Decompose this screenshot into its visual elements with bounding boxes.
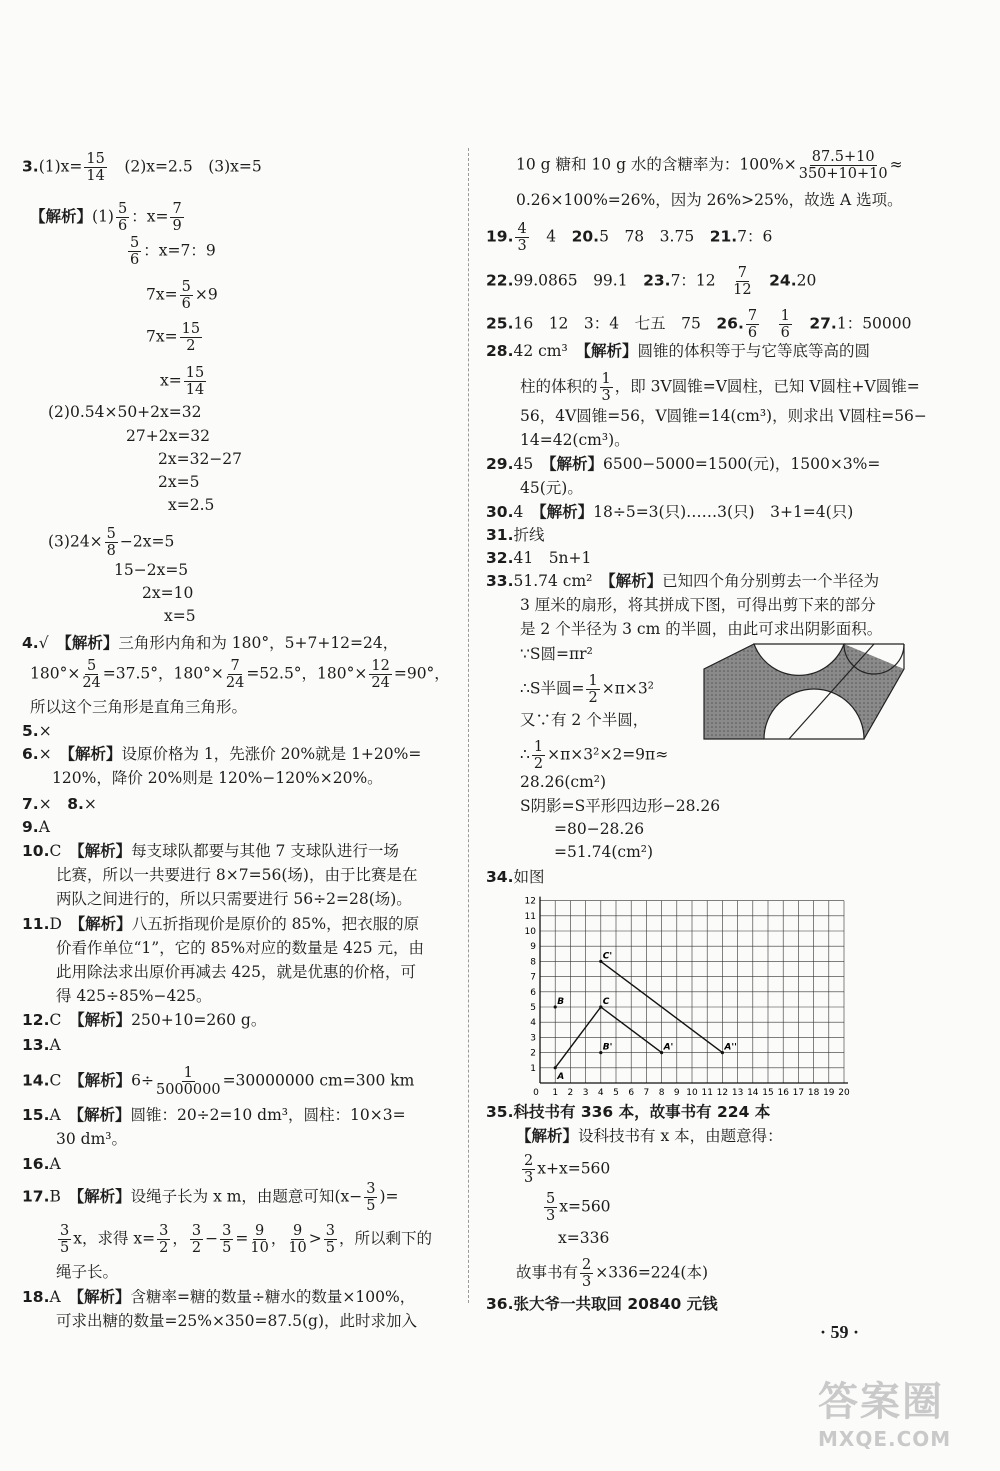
q33-line1: 33.51.74 cm² 【解析】已知四个角分别剪去一个半径为 [486,572,880,590]
q28-line3: 56，4V圆锥=56，V圆锥=14(cm³)，则求出 V圆柱=56− [520,407,927,425]
point-label: C' [602,951,613,962]
y-tick-label: 8 [530,957,536,968]
q28-line4: 14=42(cm³)。 [520,431,630,449]
x-tick-label: 15 [762,1088,774,1098]
x-tick-label: 20 [838,1088,850,1098]
q33-step8: =51.74(cm²) [554,843,654,861]
q33-step4: ∴ $\frac{1}{2}$ ×π×3²×2=9π≈ [520,739,669,772]
q6-line2: 120%，降价 20%则是 120%−120%×20%。 [52,769,383,787]
q3-answer: 3.(1)x= $\frac{15}{14}$ (2)x=2.5 (3)x=5 [22,151,262,184]
q33-step1: ∵S圆=πr² [520,645,593,663]
q29-line2: 45(元)。 [520,479,583,497]
y-tick-label: 5 [530,1003,536,1013]
q33-step7: =80−28.26 [554,820,645,838]
y-tick-label: 9 [530,942,536,953]
q35-eq1: $\frac{2}{3}$ x+x=560 [524,1153,611,1186]
q3-step2-line3: 2x=32−27 [158,450,243,468]
q12: 12.C 【解析】250+10=260 g。 [22,1011,267,1029]
q15-line2: 30 dm³。 [56,1130,127,1148]
y-tick-label: 2 [530,1048,536,1059]
watermark-text-cn: 答案圈 [818,1379,944,1425]
x-tick-label: 18 [807,1088,820,1098]
q10-line3: 两队之间进行的，所以只需要进行 56÷2=28(场)。 [56,890,412,908]
q17-line2: $\frac{3}{5}$ x，求得 x= $\frac{3}{2}$ ， $\frac{3}{2}$ − $\frac{3}{5}$ = $\frac{9}{10}$ ， $\frac{9}{10}$ > $\frac{3}{5}$ ，所以剩下的 [60,1223,433,1256]
x-tick-label: 8 [658,1088,665,1098]
x-tick-label: 10 [686,1088,698,1098]
q4-line2: 180°× $\frac{5}{24}$ =37.5°，180°× $\frac{7}{24}$ =52.5°，180°× $\frac{12}{24}$ =90°， [30,658,450,691]
point-label: A' [663,1042,674,1053]
q18-cont-line2: 0.26×100%=26%，因为 26%>25%，故选 A 选项。 [516,191,903,209]
q35-answer: 35.科技书有 336 本，故事书有 224 本 [486,1103,771,1121]
q36: 36.张大爷一共取回 20840 元钱 [486,1295,718,1313]
q18-cont-line1: 10 g 糖和 10 g 水的含糖率为：100%× $\frac{87.5+10}{350+10+10}$ ≈ [516,149,903,182]
q17-line3: 绳子长。 [56,1263,119,1281]
coordinate-grid-chart [522,895,876,1107]
q30: 30.4 【解析】18÷5=3(只)……3(只) 3+1=4(只) [486,503,854,521]
y-tick-label: 12 [524,896,536,907]
q33-step6: S阴影=S平形四边形−28.26 [520,797,721,815]
x-tick-label: 19 [823,1088,835,1098]
q4-line1: 4.√ 【解析】三角形内角和为 180°，5+7+12=24， [22,634,399,652]
x-tick-label: 2 [567,1088,574,1098]
q3-step3-line1: (3)24× $\frac{5}{8}$ −2x=5 [48,526,175,559]
q18-line2: 可求出糖的数量=25%×350=87.5(g)，此时求加入 [56,1312,418,1330]
x-tick-label: 7 [643,1088,650,1098]
q3-step2-line5: x=2.5 [168,496,215,514]
q28-line2: 柱的体积的 $\frac{1}{3}$ ，即 3V圆锥=V圆柱，已知 V圆柱+V圆锥= [520,371,920,404]
x-tick-label: 9 [673,1088,680,1098]
y-tick-label: 3 [530,1033,536,1044]
q3-step1-line4: 7x= $\frac{15}{2}$ [146,321,201,354]
x-tick-label: 11 [701,1088,713,1098]
x-tick-label: 17 [792,1088,805,1098]
watermark-text-en: MXQE.COM [818,1427,952,1451]
q13: 13.A [22,1036,61,1054]
q3-step2-line4: 2x=5 [158,473,200,491]
x-tick-label: 6 [628,1088,635,1098]
page-number: · 59 · [820,1322,860,1342]
q11-line3: 此用除法求出原价再减去 425，就是优惠的价格，可 [56,963,417,981]
x-tick-label: 16 [777,1088,789,1098]
q11-line2: 价看作单位“1”，它的 85%对应的数量是 425 元，由 [56,939,425,957]
y-tick-label: 10 [524,927,536,937]
q17-line1: 17.B 【解析】设绳子长为 x m，由题意可知(x− $\frac{3}{5}$ )= [22,1181,399,1214]
x-tick-label: 3 [582,1088,589,1098]
q6-line1: 6.× 【解析】设原价格为 1，先涨价 20%就是 1+20%= [22,745,422,763]
q35-eq2: $\frac{5}{3}$ x=560 [546,1191,611,1224]
q10-line2: 比赛，所以一共要进行 8×7=56(场)，由于比赛是在 [56,866,418,884]
origin-label: 0 [533,1088,539,1098]
x-tick-label: 1 [552,1088,559,1098]
point-A [554,1066,557,1069]
q29-line1: 29.45 【解析】6500−5000=1500(元)，1500×3%= [486,455,881,473]
q4-line3: 所以这个三角形是直角三角形。 [30,698,248,716]
q3-step2-line2: 27+2x=32 [126,427,211,445]
point-label: B' [602,1042,613,1053]
point-label: A'' [724,1042,737,1053]
q3-step3-line2: 15−2x=5 [114,561,189,579]
q11-line1: 11.D 【解析】八五折指现价是原价的 85%，把衣服的原 [22,915,420,933]
parallelogram-figure [694,629,914,749]
q33-line2: 3 厘米的扇形，将其拼成下图，可得出剪下来的部分 [520,596,876,614]
y-tick-label: 6 [530,987,536,998]
q25-q27: 25.16 12 3：4 七五 75 26. $\frac{7}{6}$ $\frac{1}{6}$ 27.1：50000 [486,308,912,341]
q33-line3: 是 2 个半径为 3 cm 的半圆，由此可求出阴影面积。 [520,620,883,638]
q3-step1-line3: 7x= $\frac{5}{6}$ ×9 [146,279,218,312]
q9: 9.A [22,818,50,836]
y-tick-label: 4 [530,1018,536,1029]
q16: 16.A [22,1155,61,1173]
q33-step5: 28.26(cm²) [520,773,607,791]
x-tick-label: 5 [613,1088,619,1098]
q32: 32.41 5n+1 [486,549,592,567]
point-label: B [557,997,565,1007]
q19-q21: 19. $\frac{4}{3}$ 4 20.5 78 3.75 21.7：6 [486,221,773,254]
y-tick-label: 1 [530,1063,536,1074]
point-label: A [557,1071,565,1082]
q10-line1: 10.C 【解析】每支球队都要与其他 7 支球队进行一场 [22,842,399,860]
q5: 5.× [22,722,52,740]
q35-eq3: x=336 [558,1229,610,1247]
point-label: C [602,997,610,1007]
q33-step2: ∴S半圆= $\frac{1}{2}$ ×π×3² [520,673,654,706]
x-tick-label: 13 [731,1088,744,1098]
q11-line4: 得 425÷85%−425。 [56,987,212,1005]
y-tick-label: 11 [524,911,536,922]
q3-step3-line3: 2x=10 [142,584,194,602]
q3-step3-line4: x=5 [164,607,196,625]
q14: 14.C 【解析】6÷ $\frac{1}{5000000}$ =30000000 cm=300 km [22,1065,415,1098]
watermark-logo [818,1370,990,1460]
q3-step1-line2: $\frac{5}{6}$ ：x=7：9 [130,235,216,268]
x-tick-label: 12 [716,1088,729,1098]
q28-line1: 28.42 cm³ 【解析】圆锥的体积等于与它等底等高的圆 [486,342,871,360]
q35-analysis: 【解析】设科技书有 x 本，由题意得： [516,1127,783,1145]
x-tick-label: 4 [597,1088,604,1098]
column-divider [468,148,469,1303]
q15-line1: 15.A 【解析】圆锥：20÷2=10 dm³，圆柱：10×3= [22,1106,406,1124]
q34: 34.如图 [486,868,545,886]
y-tick-label: 7 [530,972,536,983]
q18-line1: 18.A 【解析】含糖率=糖的数量÷糖水的数量×100%， [22,1288,416,1306]
q3-step1-line5: x= $\frac{15}{14}$ [160,365,205,398]
q31: 31.折线 [486,526,545,544]
q22-q24: 22.99.0865 99.1 23.7：12 $\frac{7}{12}$ 24.20 [486,265,817,298]
q3-step2-line1: (2)0.54×50+2x=32 [48,403,202,421]
x-tick-label: 14 [747,1088,759,1098]
q7-q8: 7.× 8.× [22,795,97,813]
q33-step3: 又∵有 2 个半圆， [520,711,649,729]
q35-eq4: 故事书有 $\frac{2}{3}$ ×336=224(本) [516,1257,708,1290]
q3-step1-line1: 【解析】(1) $\frac{5}{6}$ ：x= $\frac{7}{9}$ [30,201,182,234]
